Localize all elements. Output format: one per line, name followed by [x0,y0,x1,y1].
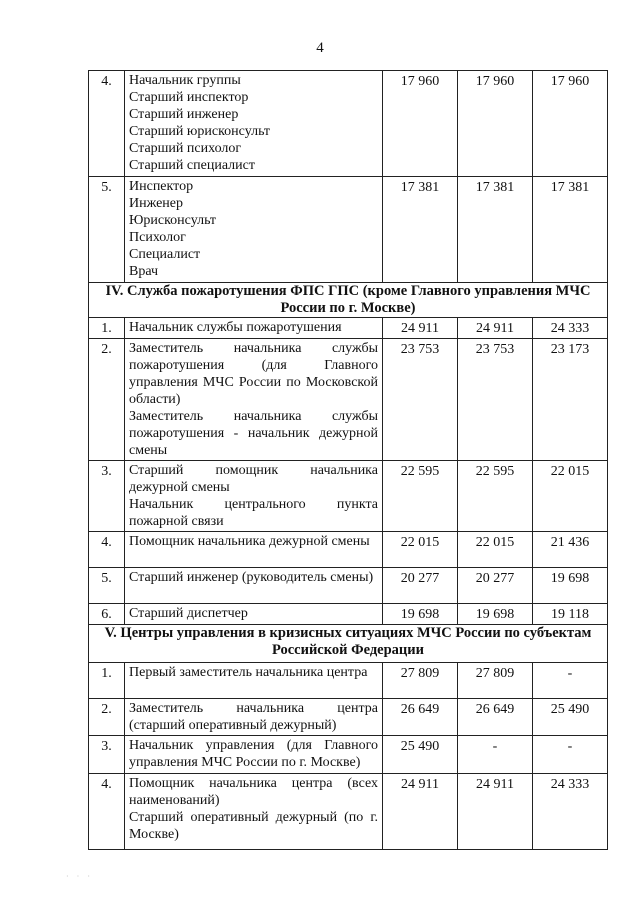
table-row [89,339,608,461]
position-title [125,318,383,339]
salary-value: 26 649 [458,699,533,736]
table-row [89,532,608,568]
table-row [89,568,608,604]
position-title-line: Начальник управления (для Главного управления МЧС России по г. Москве) [129,738,378,770]
position-title-line: Старший инженер (руководитель смены) [129,570,374,585]
position-title-line: Заместитель начальника службы пожаротушения (для Главного управления МЧС России по Московской области) [129,341,378,407]
salary-value: 23 753 [458,339,533,461]
salary-value: 26 649 [383,699,458,736]
position-title-line: Старший помощник начальника дежурной смены [129,463,378,495]
salary-value: 22 595 [458,461,533,532]
position-title-line: Юрисконсульт [129,213,217,228]
section-header-row [89,283,608,318]
position-title [125,71,383,177]
table-row [89,663,608,699]
position-title-line: Инженер [129,196,184,211]
row-number: 4. [89,774,125,850]
salary-value: 17 960 [458,71,533,177]
position-title [125,736,383,774]
table-row [89,699,608,736]
section-title: V. Центры управления в кризисных ситуациях МЧС России по субъектам Российской Федерации [89,625,608,663]
position-title-line: Специалист [129,247,201,262]
row-number: 3. [89,736,125,774]
position-title [125,663,383,699]
table-row [89,177,608,283]
salary-value: 24 333 [533,774,608,850]
salary-value: 23 173 [533,339,608,461]
position-title-line: Старший оперативный дежурный (по г. Москве) [129,810,378,842]
salary-value: 24 911 [383,318,458,339]
salary-value: 24 911 [458,774,533,850]
position-title-line: Инспектор [129,179,194,194]
salary-value: 17 960 [383,71,458,177]
scan-artifact: · · · [66,872,93,881]
row-number: 4. [89,71,125,177]
salary-value: 25 490 [533,699,608,736]
position-title-line: Старший психолог [129,141,242,156]
position-title-line: Старший специалист [129,158,255,173]
salary-value: 17 381 [383,177,458,283]
salary-table [88,70,608,850]
position-title-line: Первый заместитель начальника центра [129,665,368,680]
salary-value: 19 698 [458,604,533,625]
position-title-line: Старший юрисконсульт [129,124,271,139]
salary-value: 21 436 [533,532,608,568]
section-header-row [89,625,608,663]
table-row [89,604,608,625]
position-title-line: Врач [129,264,159,279]
position-title [125,774,383,850]
salary-value: 19 698 [383,604,458,625]
salary-value: 22 015 [383,532,458,568]
position-title [125,699,383,736]
row-number: 2. [89,699,125,736]
position-title [125,532,383,568]
salary-value: - [533,663,608,699]
salary-value: 22 015 [533,461,608,532]
row-number: 2. [89,339,125,461]
position-title-line: Старший инспектор [129,90,249,105]
row-number: 1. [89,318,125,339]
salary-value: 24 911 [458,318,533,339]
row-number: 5. [89,568,125,604]
salary-value: 24 911 [383,774,458,850]
position-title [125,604,383,625]
salary-value: - [458,736,533,774]
salary-value: 27 809 [458,663,533,699]
table-row [89,774,608,850]
position-title [125,461,383,532]
position-title [125,339,383,461]
position-title-line: Психолог [129,230,186,245]
salary-value: 17 381 [533,177,608,283]
position-title-line: Начальник центрального пункта пожарной связи [129,497,378,529]
salary-value: 22 595 [383,461,458,532]
position-title-line: Начальник службы пожаротушения [129,320,342,335]
row-number: 1. [89,663,125,699]
page-number: 4 [316,40,324,56]
table-row [89,318,608,339]
table-row [89,71,608,177]
row-number: 4. [89,532,125,568]
salary-value: 22 015 [458,532,533,568]
position-title-line: Заместитель начальника центра (старший оперативный дежурный) [129,701,378,733]
salary-value: 17 381 [458,177,533,283]
salary-value: 25 490 [383,736,458,774]
table-row [89,736,608,774]
salary-value: 20 277 [458,568,533,604]
salary-value: 19 698 [533,568,608,604]
row-number: 3. [89,461,125,532]
salary-value: 24 333 [533,318,608,339]
table-row [89,461,608,532]
position-title-line: Старший диспетчер [129,606,248,621]
position-title-line: Заместитель начальника службы пожаротушения - начальник дежурной смены [129,409,378,458]
salary-value: 20 277 [383,568,458,604]
row-number: 6. [89,604,125,625]
position-title-line: Помощник начальника центра (всех наименований) [129,776,378,808]
position-title [125,177,383,283]
position-title-line: Помощник начальника дежурной смены [129,534,370,549]
salary-value: 27 809 [383,663,458,699]
salary-value: - [533,736,608,774]
row-number: 5. [89,177,125,283]
salary-value: 23 753 [383,339,458,461]
salary-value: 19 118 [533,604,608,625]
position-title-line: Начальник группы [129,73,241,88]
position-title [125,568,383,604]
salary-value: 17 960 [533,71,608,177]
position-title-line: Старший инженер [129,107,239,122]
section-title: IV. Служба пожаротушения ФПС ГПС (кроме Главного управления МЧС России по г. Москве) [89,283,608,318]
